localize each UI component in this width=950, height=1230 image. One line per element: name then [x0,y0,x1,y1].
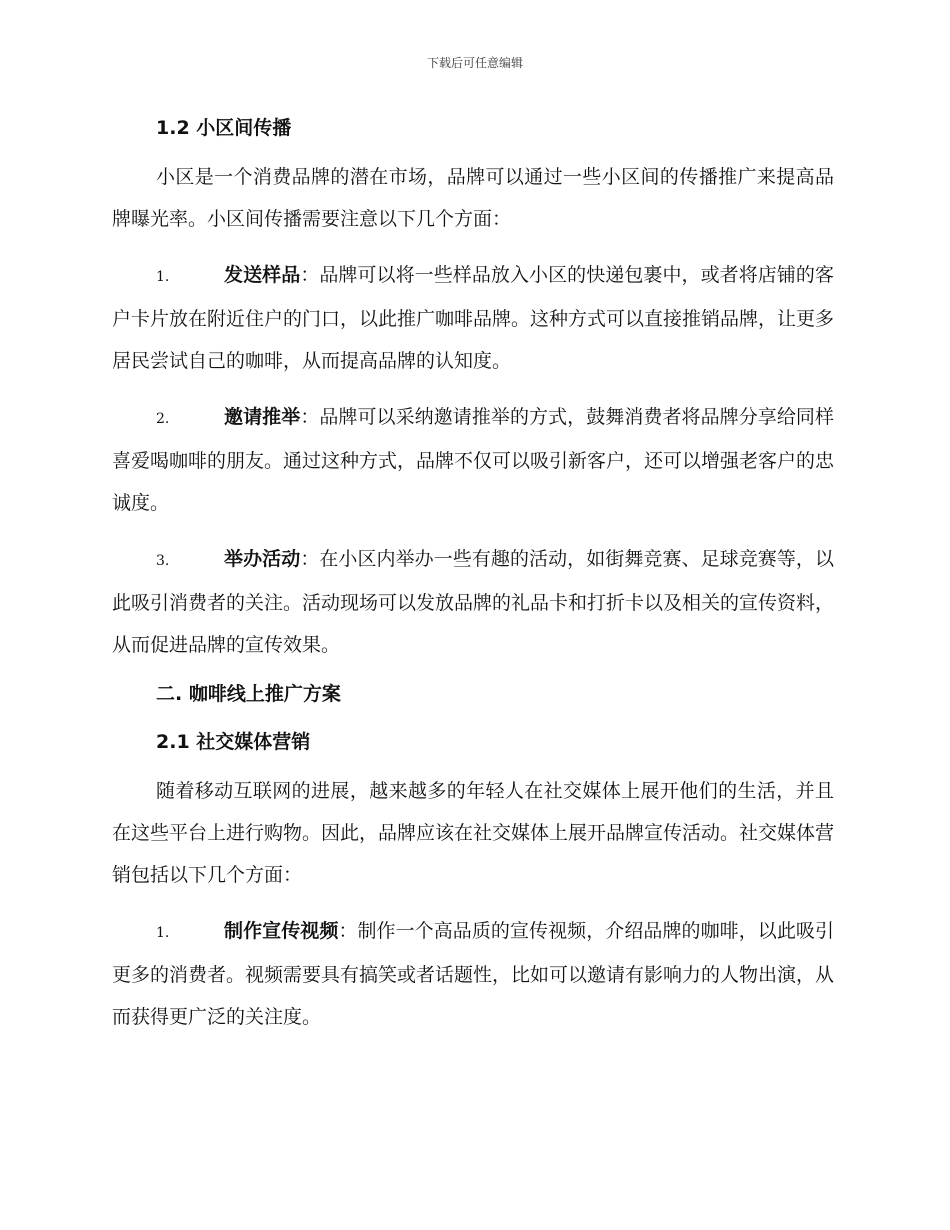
list-number: 2. [156,411,170,427]
list-separator: ： [300,406,320,428]
list-item-promo-video [112,910,834,1038]
list-text: 制作一个高品质的宣传视频，介绍品牌的咖啡，以此吸引更多的消费者。视频需要具有搞笑或者话题性，比如可以邀请有影响力的人物出演，从而获得更广泛的关注度。 [112,920,835,1028]
list-text: 品牌可以采纳邀请推举的方式，鼓舞消费者将品牌分享给同样喜爱喝咖啡的朋友。通过这种方式，品牌不仅可以吸引新客户，还可以增强老客户的忠诚度。 [112,406,835,514]
document-body [112,108,834,1038]
list-item-send-samples [112,254,834,382]
list-term: 制作宣传视频 [224,920,339,942]
list-text: 品牌可以将一些样品放入小区的快递包裹中，或者将店铺的客户卡片放在附近住户的门口，以此推广咖啡品牌。这种方式可以直接推销品牌，让更多居民尝试自己的咖啡，从而提高品牌的认知度。 [112,264,835,372]
section-heading-2-1: 2.1 社交媒体营销 [156,731,311,753]
paragraph-intro-social-media: 随着移动互联网的进展，越来越多的年轻人在社交媒体上展开他们的生活，并且在这些平台上进行购物。因此，品牌应该在社交媒体上展开品牌宣传活动。社交媒体营销包括以下几个方面： [112,780,835,886]
list-item-invite-referral [112,396,834,524]
list-number: 3. [156,553,170,569]
paragraph-intro-community: 小区是一个消费品牌的潜在市场，品牌可以通过一些小区间的传播推广来提高品牌曝光率。小区间传播需要注意以下几个方面： [112,166,834,230]
page-header: 下载后可任意编辑 [426,56,523,70]
section-heading-1-2: 1.2 小区间传播 [156,117,292,139]
list-term: 举办活动 [224,548,301,570]
list-term: 发送样品 [224,264,301,286]
list-separator: ： [300,264,320,286]
list-term: 邀请推举 [224,406,301,428]
list-text: 在小区内举办一些有趣的活动，如街舞竞赛、足球竞赛等，以此吸引消费者的关注。活动现场可以发放品牌的礼品卡和打折卡以及相关的宣传资料，从而促进品牌的宣传效果。 [112,548,835,656]
section-heading-2: 二. 咖啡线上推广方案 [156,683,341,705]
list-separator: ： [338,920,358,942]
list-number: 1. [156,925,170,941]
list-separator: ： [300,548,320,570]
list-item-host-events [112,538,834,666]
list-number: 1. [156,269,170,285]
